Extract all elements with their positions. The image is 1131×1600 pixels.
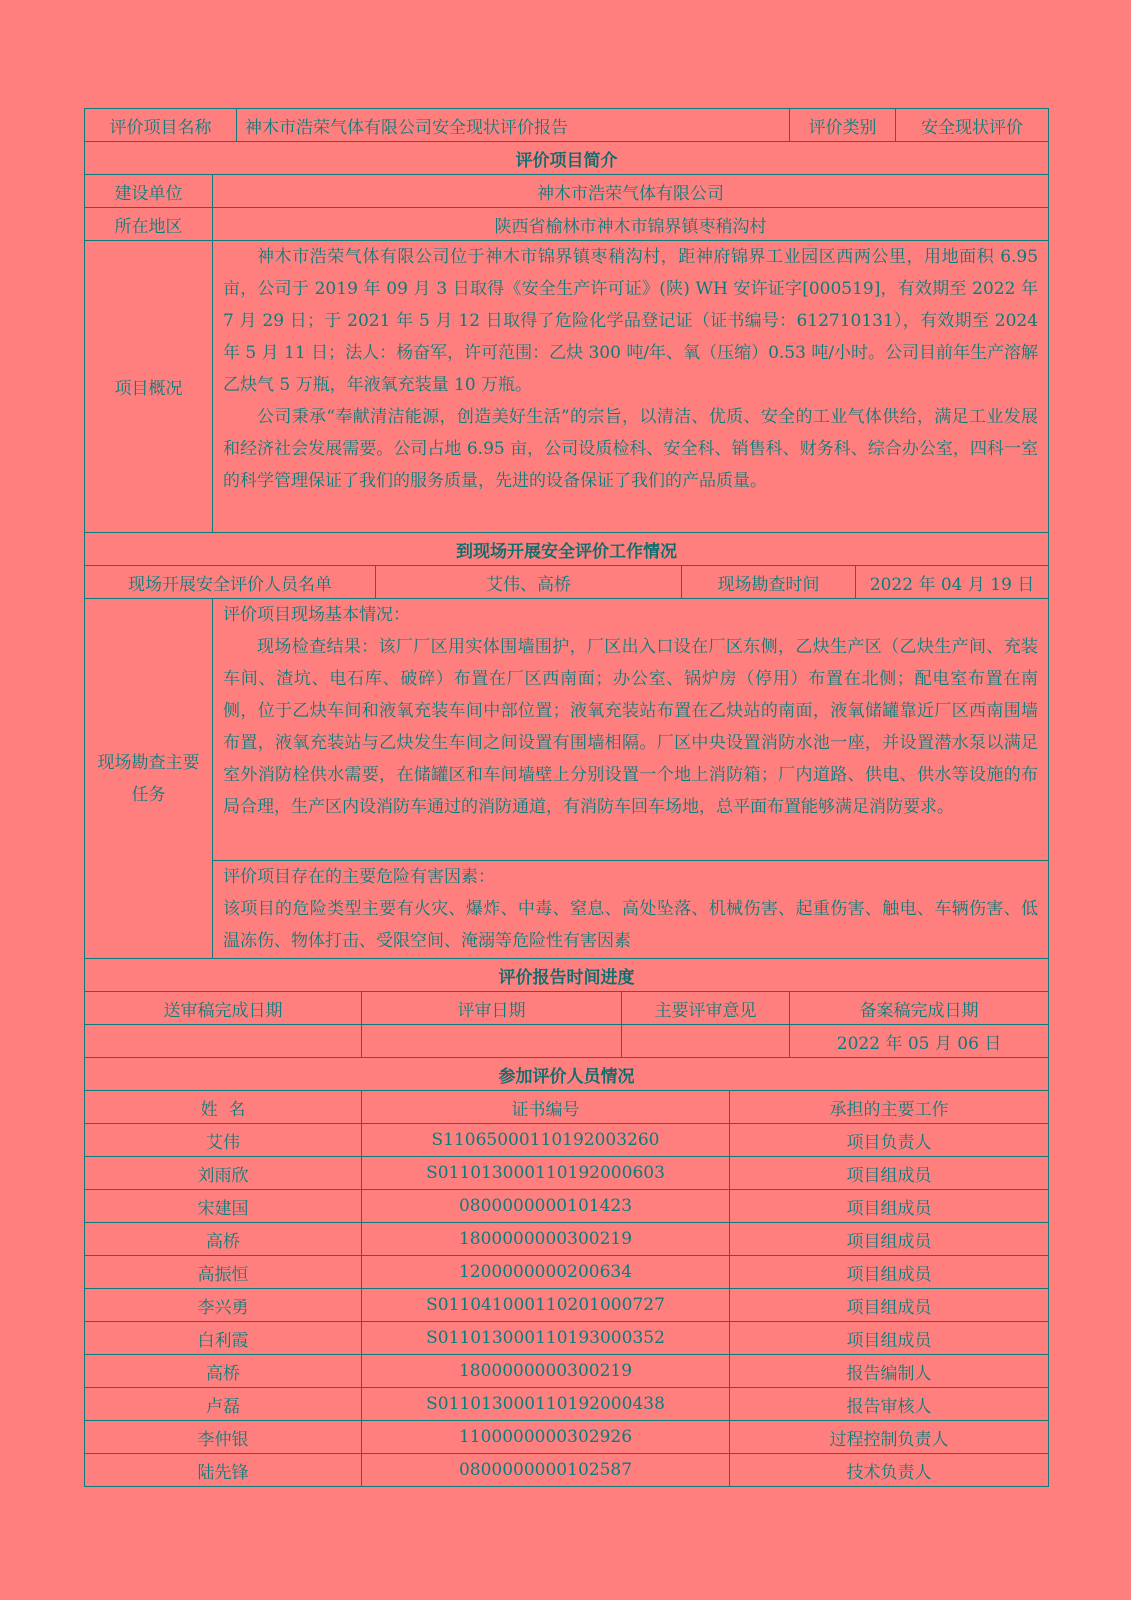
person-cert: S011013000110192000603 [362,1157,730,1190]
person-name: 李兴勇 [85,1289,362,1322]
project-name-label: 评价项目名称 [85,109,237,142]
category-value: 安全现状评价 [896,109,1049,142]
personnel-row [85,1289,1049,1322]
builder-label: 建设单位 [85,175,213,208]
person-cert: S011041000110201000727 [362,1289,730,1322]
site-basic-heading: 评价项目现场基本情况： [223,605,410,625]
personnel-row [85,1256,1049,1289]
site-time-label: 现场勘查时间 [682,566,856,599]
site-time-value: 2022 年 04 月 19 日 [856,566,1049,599]
person-cert: S011013000110192000438 [362,1388,730,1421]
overview-paragraph-1: 神木市浩荣气体有限公司位于神木市锦界镇枣稍沟村，距神府锦界工业园区西两公里，用地面积 6.95 亩，公司于 2019 年 09 月 3 日取得《安全生产许可证》(陕) WH 安许证字[000519]，有效期至 2022 年 7 月 29 日；于 2021 年 5 月 12 日取得了危险化学品登记证（证书编号：612710131），有效期至 2024 年 5 月 11 日；法人：杨奋军，许可范围：乙炔 300 吨/年、氧（压缩）0.53 吨/小时。公司目前年生产溶解乙炔气 5 万瓶，年液氧充装量 10 万瓶。 [223,247,1039,395]
personnel-rows [85,1124,1049,1487]
person-name: 高桥 [85,1223,362,1256]
person-cert: 1100000000302926 [362,1421,730,1454]
person-role: 项目组成员 [730,1289,1049,1322]
person-name: 白利霞 [85,1322,362,1355]
schedule-value-submit [85,1025,362,1058]
schedule-value-opinion [622,1025,790,1058]
personnel-row [85,1454,1049,1487]
person-name: 陆先锋 [85,1454,362,1487]
site-basic-situation [213,599,1049,861]
section-title-personnel: 参加评价人员情况 [85,1058,1049,1091]
person-cert: 1800000000300219 [362,1223,730,1256]
personnel-row [85,1322,1049,1355]
section-title-site: 到现场开展安全评价工作情况 [85,533,1049,566]
personnel-row [85,1157,1049,1190]
site-basic-text: 现场检查结果：该厂厂区用实体围墙围护，厂区出入口设在厂区东侧，乙炔生产区（乙炔生产间、充装车间、渣坑、电石库、破碎）布置在厂区西南面；办公室、锅炉房（停用）布置在北侧；配电室布置在南侧，位于乙炔车间和液氧充装车间中部位置；液氧充装站布置在乙炔站的南面，液氧储罐靠近厂区西南围墙布置，液氧充装站与乙炔发生车间之间设置有围墙相隔。厂区中央设置消防水池一座，并设置潜水泵以满足室外消防栓供水需要，在储罐区和车间墙壁上分别设置一个地上消防箱；厂内道路、供电、供水等设施的布局合理，生产区内设消防车通过的消防通道，有消防车回车场地，总平面布置能够满足消防要求。 [223,637,1039,817]
personnel-header-cert: 证书编号 [362,1091,730,1124]
overview-paragraph-2: 公司秉承“奉献清洁能源，创造美好生活”的宗旨，以清洁、优质、安全的工业气体供给，满足工业发展和经济社会发展需要。公司占地 6.95 亩，公司设质检科、安全科、销售科、财务科、综合办公室，四科一室的科学管理保证了我们的服务质量，先进的设备保证了我们的产品质量。 [223,407,1039,491]
personnel-header-role: 承担的主要工作 [730,1091,1049,1124]
section-title-intro: 评价项目简介 [85,142,1049,175]
person-cert: S1106500011019200326​0 [362,1124,730,1157]
schedule-header-record: 备案稿完成日期 [790,992,1049,1025]
person-name: 高振恒 [85,1256,362,1289]
personnel-row [85,1388,1049,1421]
person-cert: S011013000110193000352 [362,1322,730,1355]
overview-text [213,241,1049,533]
person-cert: 0800000000102587 [362,1454,730,1487]
person-role: 技术负责人 [730,1454,1049,1487]
person-name: 李仲银 [85,1421,362,1454]
person-name: 刘雨欣 [85,1157,362,1190]
person-role: 项目组成员 [730,1157,1049,1190]
personnel-header-name: 姓 名 [85,1091,362,1124]
region-value: 陕西省榆林市神木市锦界镇枣稍沟村 [213,208,1049,241]
site-hazards [213,861,1049,959]
project-name: 神木市浩荣气体有限公司安全现状评价报告 [237,109,790,142]
person-cert: 1200000000200634 [362,1256,730,1289]
person-role: 项目组成员 [730,1223,1049,1256]
person-role: 项目组成员 [730,1256,1049,1289]
person-name: 高桥 [85,1355,362,1388]
site-staff-label: 现场开展安全评价人员名单 [85,566,376,599]
hazard-text: 该项目的危险类型主要有火灾、爆炸、中毒、窒息、高处坠落、机械伤害、起重伤害、触电、车辆伤害、低温冻伤、物体打击、受限空间、淹溺等危险性有害因素 [223,899,1039,951]
personnel-row [85,1355,1049,1388]
person-cert: 0800000000101423 [362,1190,730,1223]
person-role: 项目组成员 [730,1190,1049,1223]
evaluation-info-table [84,108,1049,1487]
hazard-heading: 评价项目存在的主要危险有害因素： [223,867,495,887]
schedule-value-record: 2022 年 05 月 06 日 [790,1025,1049,1058]
category-label: 评价类别 [790,109,896,142]
person-role: 项目负责人 [730,1124,1049,1157]
personnel-row [85,1190,1049,1223]
person-name: 宋建国 [85,1190,362,1223]
person-role: 项目组成员 [730,1322,1049,1355]
section-title-schedule: 评价报告时间进度 [85,959,1049,992]
schedule-value-review [362,1025,622,1058]
schedule-header-opinion: 主要评审意见 [622,992,790,1025]
personnel-row [85,1223,1049,1256]
person-cert: 1800000000300219 [362,1355,730,1388]
person-role: 过程控制负责人 [730,1421,1049,1454]
schedule-header-submit: 送审稿完成日期 [85,992,362,1025]
person-name: 卢磊 [85,1388,362,1421]
person-role: 报告审核人 [730,1388,1049,1421]
overview-label: 项目概况 [85,241,213,533]
schedule-header-review: 评审日期 [362,992,622,1025]
region-label: 所在地区 [85,208,213,241]
person-name: 艾伟 [85,1124,362,1157]
site-staff-value: 艾伟、高桥 [376,566,682,599]
builder-value: 神木市浩荣气体有限公司 [213,175,1049,208]
personnel-row [85,1421,1049,1454]
person-role: 报告编制人 [730,1355,1049,1388]
site-task-label: 现场勘查主要任务 [85,599,213,959]
personnel-row [85,1124,1049,1157]
